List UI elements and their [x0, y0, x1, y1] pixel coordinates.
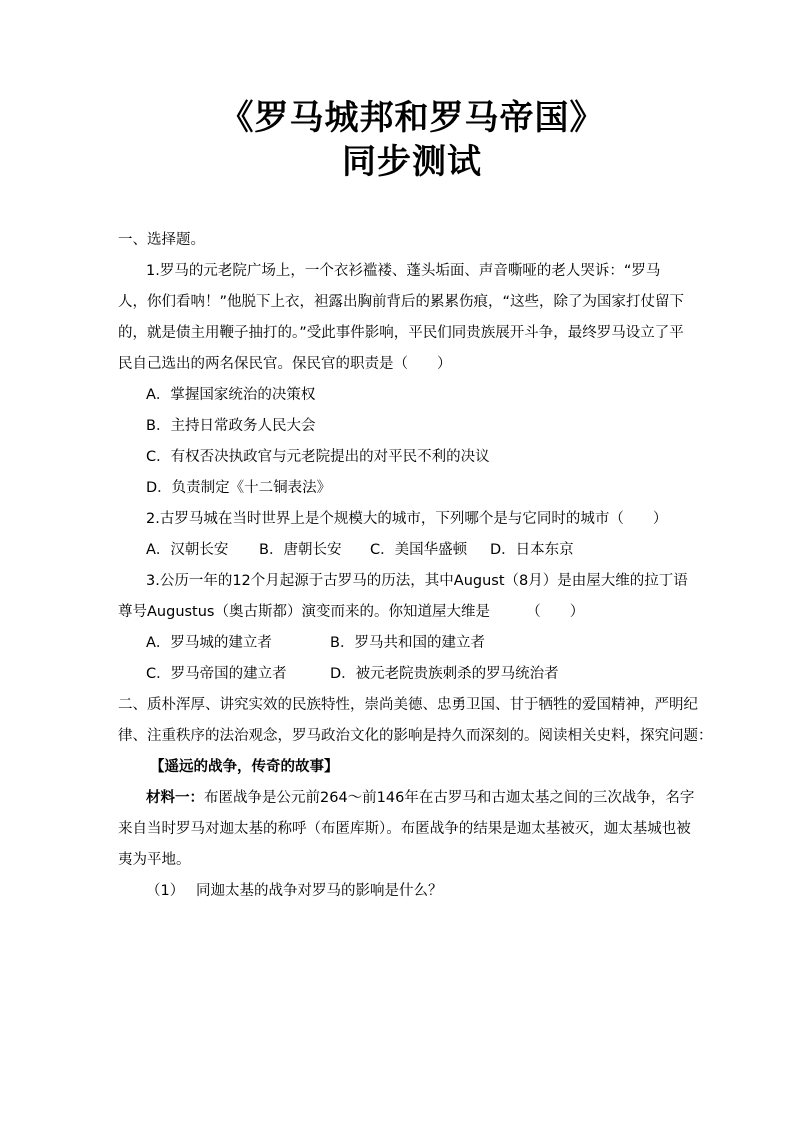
- q1-option-a: A．掌握国家统治的决策权: [146, 387, 316, 403]
- q2-option-a: A．汉朝长安: [146, 542, 229, 558]
- q3-option-c: C．罗马帝国的建立者: [146, 666, 287, 682]
- q1-line-2: 人，你们看呐！”他脱下上衣，袒露出胸前背后的累累伤痕，“这些，除了为国家打仗留下: [118, 294, 685, 310]
- document-title: 《罗马城邦和罗马帝国》: [219, 98, 605, 138]
- document-subtitle: 同步测试: [342, 142, 482, 182]
- q1-option-c: C．有权否决执政官与元老院提出的对平民不利的决议: [146, 449, 490, 465]
- material-1-line-1: [146, 788, 694, 808]
- q3-option-d: D．被元老院贵族刺杀的罗马统治者: [330, 666, 559, 682]
- q3-line-2: 尊号Augustus（奥古斯都）演变而来的。你知道屋大维是 （ ）: [118, 604, 585, 620]
- q1-option-b: B．主持日常政务人民大会: [146, 418, 316, 434]
- q1-option-d: D．负责制定《十二铜表法》: [146, 480, 332, 496]
- section2-intro-line-2: 律、注重秩序的法治观念，罗马政治文化的影响是持久而深刻的。阅读相关史料，探究问题：: [118, 728, 713, 744]
- q2-stem: 2.古罗马城在当时世界上是个规模大的城市，下列哪个是与它同时的城市（ ）: [146, 511, 668, 527]
- question-1-number: （1）: [146, 883, 185, 899]
- q2-option-b: B．唐朝长安: [259, 542, 342, 558]
- section1-heading: 一、选择题。: [118, 232, 205, 248]
- material-1-label: 材料一：: [146, 790, 204, 806]
- q3-option-a: A．罗马城的建立者: [146, 635, 272, 651]
- q1-line-3: 的，就是债主用鞭子抽打的。”受此事件影响，平民们同贵族展开斗争，最终罗马设立了平: [118, 325, 684, 341]
- q2-option-c: C．美国华盛顿: [370, 542, 468, 558]
- q3-line-1: 3.公历一年的12个月起源于古罗马的历法，其中August（8月）是由屋大维的拉丁语: [146, 573, 688, 589]
- q1-line-4: 民自己选出的两名保民官。保民官的职责是（ ）: [118, 356, 452, 372]
- material-1-text: 布匿战争是公元前264～前146年在古罗马和古迦太基之间的三次战争，名字: [204, 790, 695, 806]
- section2-subheading: 【遥远的战争，传奇的故事】: [150, 759, 339, 775]
- material-1-line-2: 来自当时罗马对迦太基的称呼（布匿库斯）。布匿战争的结果是迦太基被灭，迦太基城也被: [118, 821, 691, 837]
- q1-line-1: 1.罗马的元老院广场上，一个衣衫褴褛、蓬头垢面、声音嘶哑的老人哭诉：“罗马: [146, 263, 661, 279]
- material-1-line-3: 夷为平地。: [118, 852, 191, 868]
- q2-option-d: D．日本东京: [490, 542, 574, 558]
- section2-intro-line-1: 二、质朴浑厚、讲究实效的民族特性，崇尚美德、忠勇卫国、甘于牺牲的爱国精神，严明纪: [118, 697, 698, 713]
- q3-option-b: B．罗马共和国的建立者: [330, 635, 485, 651]
- question-1-text: 同迦太基的战争对罗马的影响是什么？: [196, 883, 443, 899]
